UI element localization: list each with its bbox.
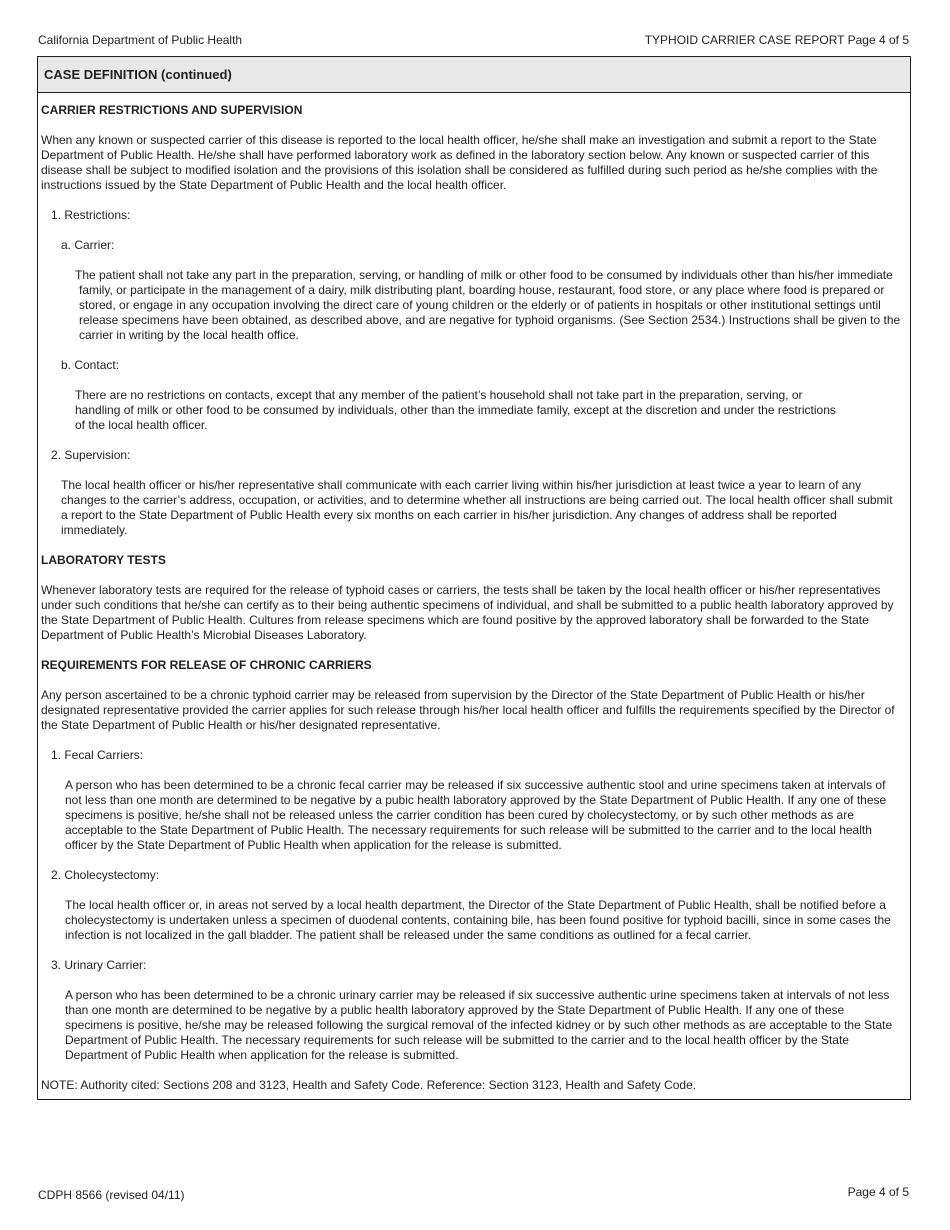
fecal-carriers-label: 1. Fecal Carriers: [51, 748, 144, 762]
carrier-intro-paragraph: When any known or suspected carrier of this disease is reported to the local health officer, he/she shall make an investigation and submit a report to the State Department of Public Health. He/she shall have performed laboratory work as defined in the laboratory section below. Any known or suspected carrier of this disease shall be subject to modified isolation and the provisions of this isolation shall be considered as fulfilled during such period as he/she complies with the instructions issued by the State Department of Public Health and the local health officer. [41, 133, 878, 192]
footer-page-number: Page 4 of 5 [847, 1185, 909, 1199]
supervision-label: 2. Supervision: [51, 448, 131, 462]
carrier-section-heading: CARRIER RESTRICTIONS AND SUPERVISION [41, 103, 303, 117]
lab-section-heading: LABORATORY TESTS [41, 553, 166, 567]
box-title: CASE DEFINITION (continued) [38, 57, 910, 93]
release-section-heading: REQUIREMENTS FOR RELEASE OF CHRONIC CARRIERS [41, 658, 372, 672]
case-definition-box [37, 56, 911, 1100]
supervision-paragraph: The local health officer or his/her representative shall communicate with each carrier living within his/her jurisdiction at least twice a year to learn of any changes to the carrier’s address, occupation, or activities, and to determine whether all instructions are being carried out. The local health officer shall submit a report to the State Department of Public Health every six months on each carrier in his/her jurisdiction. Any changes of address shall be reported immediately. [61, 478, 893, 537]
contact-subsection-label: b. Contact: [61, 358, 120, 372]
cholecystectomy-label: 2. Cholecystectomy: [51, 868, 160, 882]
urinary-carrier-label: 3. Urinary Carrier: [51, 958, 147, 972]
urinary-carrier-paragraph: A person who has been determined to be a chronic urinary carrier may be released if six successive authentic urine specimens taken at intervals of not less than one month are determined to be negative by a public health laboratory approved by the State Department of Public Health. If any one of these specimens is positive, he/she may be released following the surgical removal of the infected kidney or by such other methods as are acceptable to the State Department of Public Health. The necessary requirements for such release will be submitted to the carrier and to the local health officer by the State Department of Public Health when application for the release is submitted. [65, 988, 893, 1062]
lab-paragraph: Whenever laboratory tests are required for the release of typhoid cases or carriers, the tests shall be taken by the local health officer or his/her representatives under such conditions that he/she can certify as to their being authentic specimens of individual, and shall be submitted to a public health laboratory approved by the State Department of Public Health. Cultures from release specimens which are found positive by the approved laboratory shall be forwarded to the State Department of Public Health’s Microbial Diseases Laboratory. [41, 583, 894, 642]
carrier-restriction-paragraph: The patient shall not take any part in the preparation, serving, or handling of milk or other food to be consumed by individuals other than his/her immediate family, or participate in the management of a dairy, milk distributing plant, boarding house, restaurant, food store, or any place where food is prepared or stored, or engage in any occupation involving the direct care of young children or the elderly or of patients in hospitals or other institutional settings until release specimens have been obtained, as described above, and are negative for typhoid organisms. (See Section 2534.) Instructions shall be given to the carrier in writing by the local health office. [75, 268, 901, 342]
restrictions-label: 1. Restrictions: [51, 208, 131, 222]
header-report-title: TYPHOID CARRIER CASE REPORT Page 4 of 5 [644, 33, 909, 47]
contact-restriction-paragraph: There are no restrictions on contacts, except that any member of the patient’s household shall not take part in the preparation, serving, or handling of milk or other food to be consumed by individuals, other than the immediate family, except at the discretion and under the restrictions of the local health officer. [75, 388, 836, 432]
footer-form-id: CDPH 8566 (revised 04/11) [38, 1188, 185, 1202]
carrier-subsection-label: a. Carrier: [61, 238, 115, 252]
fecal-carriers-paragraph: A person who has been determined to be a chronic fecal carrier may be released if six successive authentic stool and urine specimens taken at intervals of not less than one month are determined to be negative by a pubic health laboratory approved by the State Department of Public Health. If any one of these specimens is positive, he/she shall not be released unless the carrier condition has been cured by cholecystectomy, or by such other methods as are acceptable to the State Department of Public Health. The necessary requirements for such release will be submitted to the carrier and to the local health officer by the State Department of Public Health when application for the release is submitted. [65, 778, 887, 852]
box-content [38, 93, 910, 1093]
authority-note: NOTE: Authority cited: Sections 208 and 3123, Health and Safety Code. Reference: Section 3123, Health and Safety Code. [41, 1078, 697, 1092]
release-intro-paragraph: Any person ascertained to be a chronic typhoid carrier may be released from supervision by the Director of the State Department of Public Health or his/her designated representative provided the carrier applies for such release through his/her local health officer and fulfills the requirements specified by the Director of the State Department of Public Health or his/her designated representative. [41, 688, 895, 732]
header-org: California Department of Public Health [38, 33, 243, 47]
cholecystectomy-paragraph: The local health officer or, in areas not served by a local health department, the Director of the State Department of Public Health, shall be notified before a cholecystectomy is undertaken unless a specimen of duodenal contents, containing bile, has been found positive for typhoid bacilli, since in some cases the infection is not localized in the gall bladder. The patient shall be released under the same conditions as outlined for a fecal carrier. [65, 898, 891, 942]
